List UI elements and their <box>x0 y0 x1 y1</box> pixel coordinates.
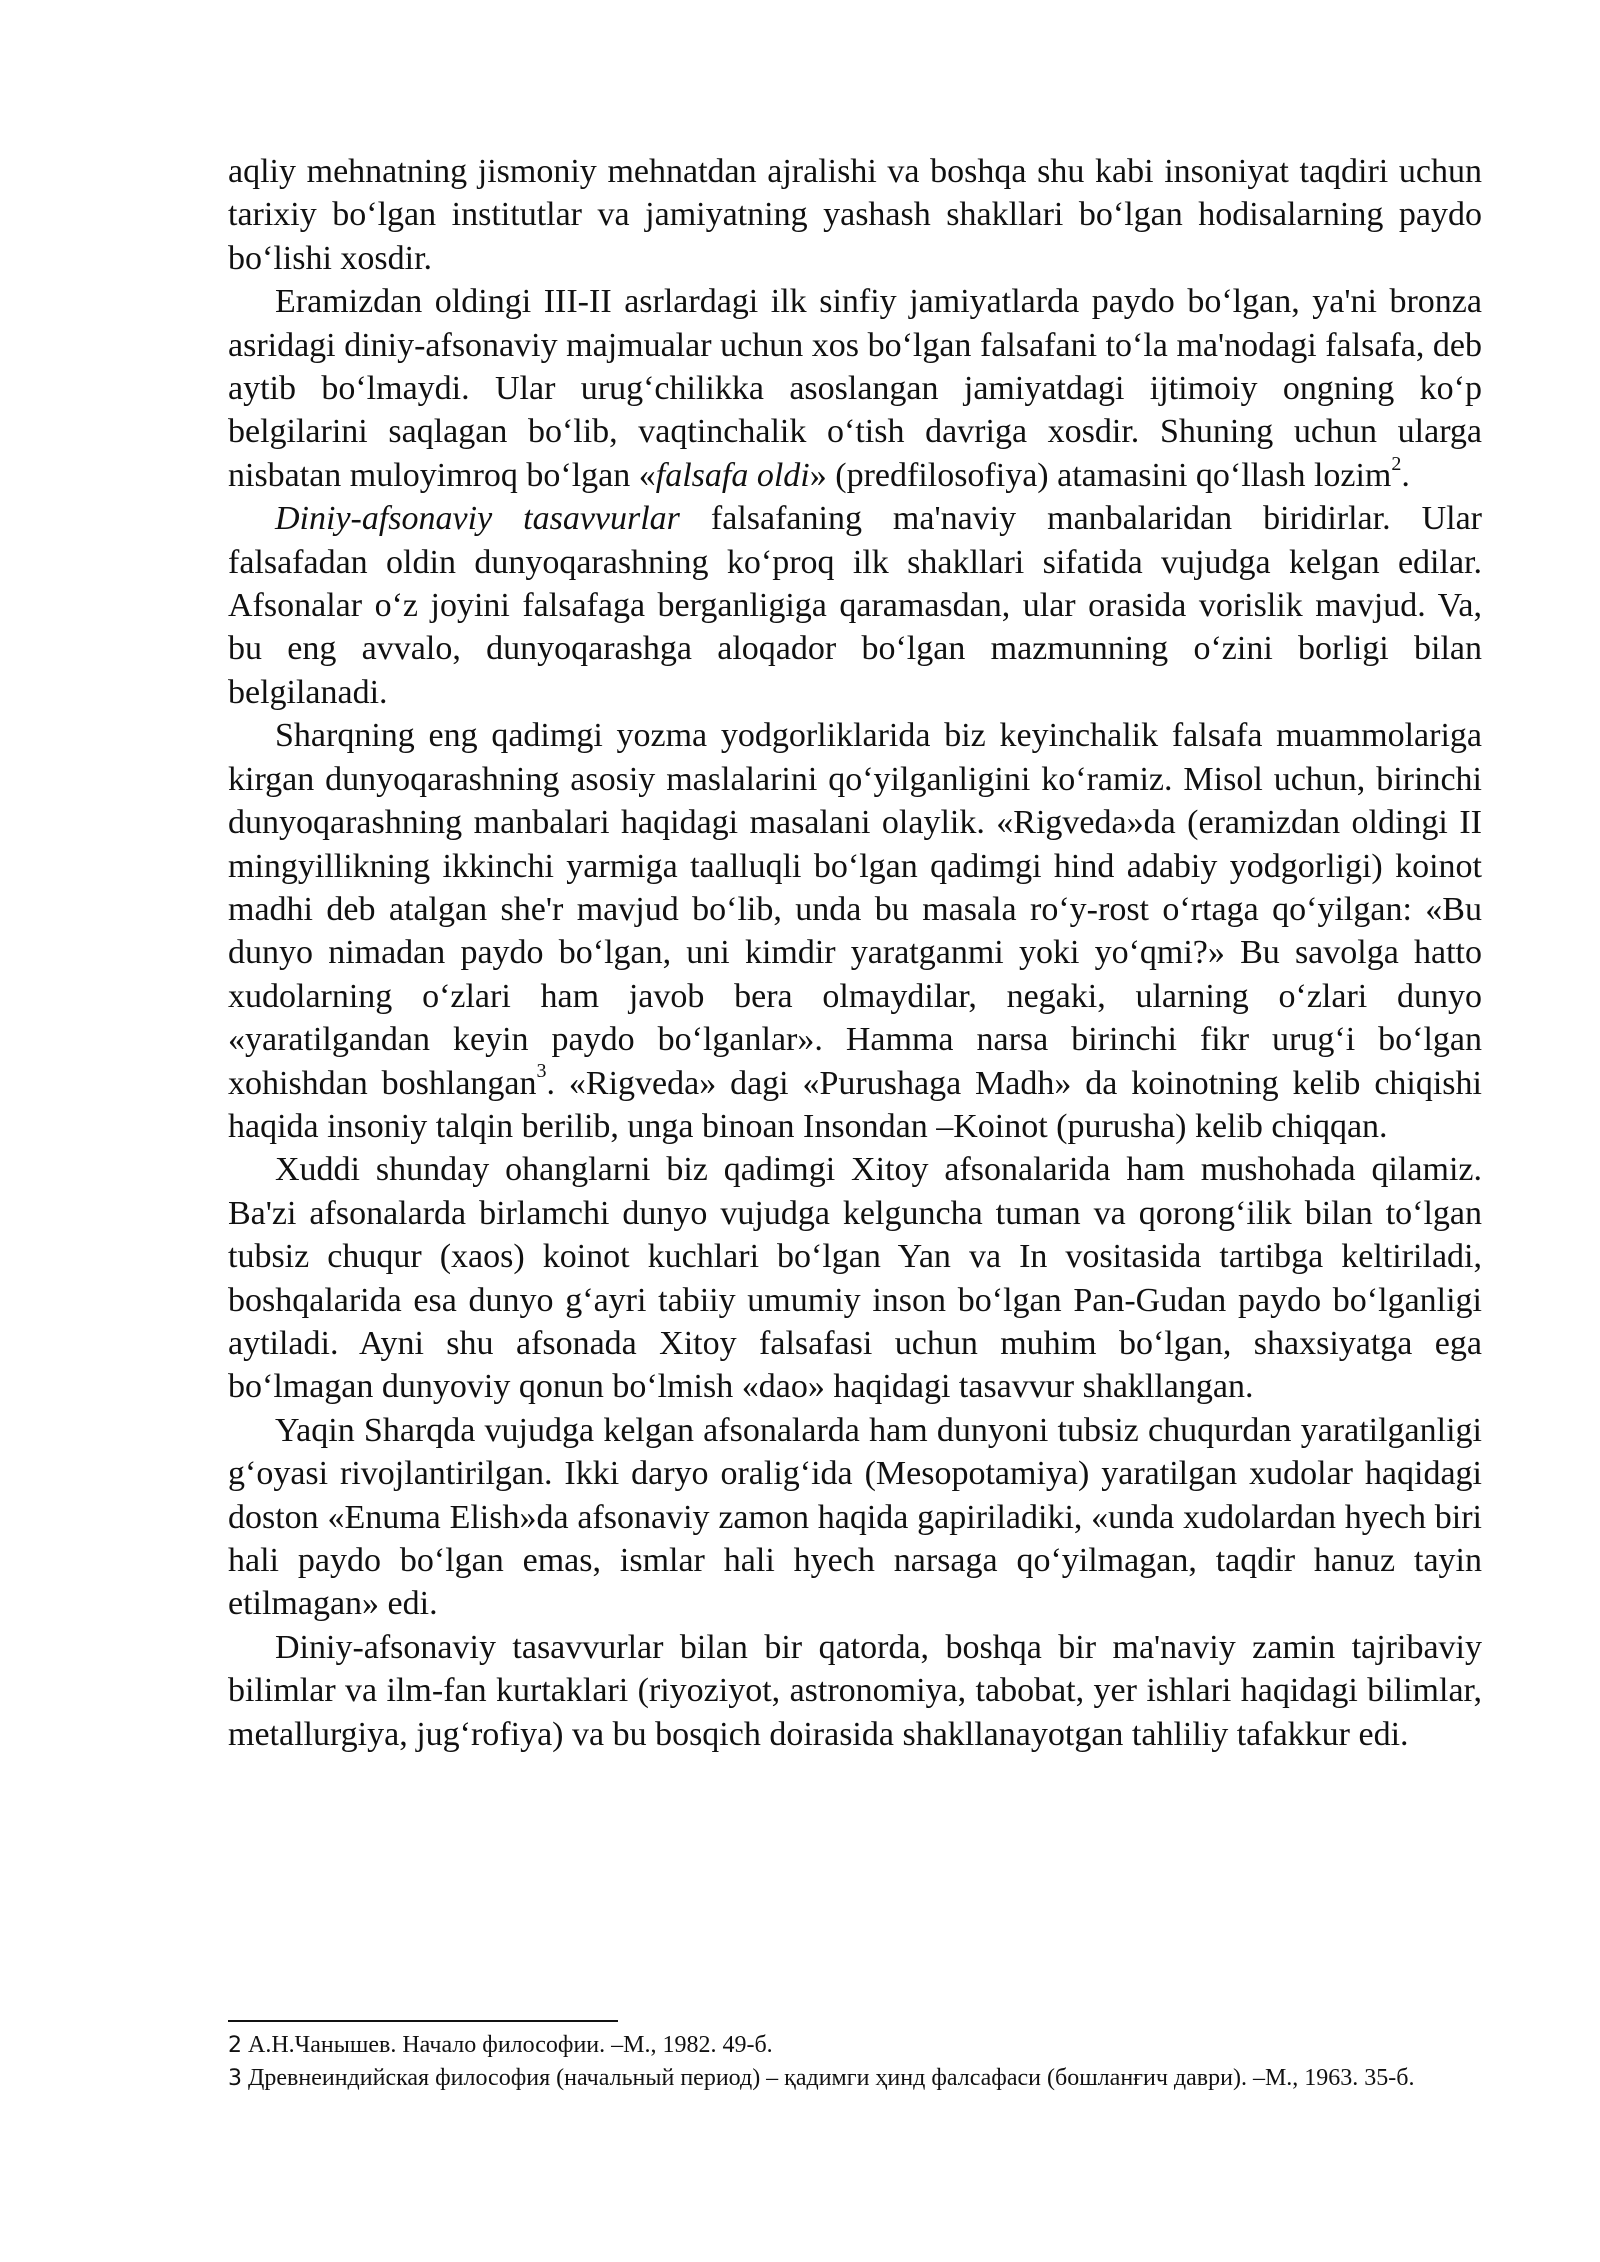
paragraph-3-italic-lead: Diniy-afsonaviy tasavvurlar <box>275 500 680 538</box>
footnote-ref-3[interactable]: 3 <box>536 1060 547 1083</box>
footnotes <box>228 2030 1482 2096</box>
paragraph-2 <box>228 280 1482 497</box>
paragraph-7 <box>228 1626 1482 1756</box>
footnote-3-number: 3 <box>228 2066 242 2091</box>
footnote-2 <box>228 2030 1482 2061</box>
paragraph-3-text: falsafaning ma'naviy manbalaridan biridirlar. Ular falsafadan oldin dunyoqarashning ko‘proq ilk shakllari sifatida vujudga kelgan edilar. Afsonalar o‘z joyini falsafaga berganligiga qaramasdan, ular orasida vorislik mavjud. Va, bu eng avvalo, dunyoqarashga aloqador bo‘lgan mazmunning o‘zini borligi bilan belgilanadi. <box>228 500 1482 711</box>
footnote-3-text: Древнеиндийская философия (начальный период) – қадимги ҳинд фалсафаси (бошланғич даври). –М., 1963. 35-б. <box>242 2065 1415 2091</box>
paragraph-2-text-a: Eramizdan oldingi III-II asrlardagi ilk sinfiy jamiyatlarda paydo bo‘lgan, ya'ni bronza asridagi diniy-afsonaviy majmualar uchun xos bo‘lgan falsafani to‘la ma'nodagi falsafa, deb aytib bo‘lmaydi. Ular urug‘chilikka asoslangan jamiyatdagi ijtimoiy ongning ko‘p belgilarini saqlagan bo‘lib, vaqtinchalik o‘tish davriga xosdir. Shuning uchun ularga nisbatan muloyimroq bo‘lgan « <box>228 283 1482 494</box>
paragraph-4-text-b: . «Rigveda» dagi «Purushaga Madh» da koinotning kelib chiqishi haqida insoniy talqin berilib, unga binoan Insondan –Koinot (purusha) kelib chiqqan. <box>228 1064 1482 1145</box>
paragraph-5 <box>228 1148 1482 1408</box>
paragraph-4-text-a: Sharqning eng qadimgi yozma yodgorliklarida biz keyinchalik falsafa muammolariga kirgan dunyoqarashning asosiy maslalarini qo‘yilganligini ko‘ramiz. Misol uchun, birinchi dunyoqarashning manbalari haqidagi masalani olaylik. «Rigveda»da (eramizdan oldingi II mingyillikning ikkinchi yarmiga taalluqli bo‘lgan qadimgi hind adabiy yodgorligi) koinot madhi deb atalgan she'r mavjud bo‘lib, unda bu masala ro‘y-rost o‘rtaga qo‘yilgan: «Bu dunyo nimadan paydo bo‘lgan, uni kimdir yaratganmi yoki yo‘qmi?» Bu savolga hatto xudolarning o‘zlari ham javob bera olmaydilar, negaki, ularning o‘zlari dunyo «yaratilgandan keyin paydo bo‘lganlar». Hamma narsa birinchi fikr urug‘i bo‘lgan xohishdan boshlangan <box>228 717 1482 1102</box>
paragraph-6-text: Yaqin Sharqda vujudga kelgan afsonalarda ham dunyoni tubsiz chuqurdan yaratilganligi g‘oyasi rivojlantirilgan. Ikki daryo oralig‘ida (Mesopotamiya) yaratilgan xudolar haqidagi doston «Enuma Elish»da afsonaviy zamon haqida gapiriladiki, «unda xudolardan hyech biri hali paydo bo‘lgan emas, ismlar hali hyech narsaga qo‘yilmagan, taqdir hanuz tayin etilmagan» edi. <box>228 1411 1482 1623</box>
paragraph-4 <box>228 714 1482 1148</box>
footnote-2-text: А.Н.Чанышев. Начало философии. –М., 1982. 49-б. <box>242 2032 773 2058</box>
footnote-2-number: 2 <box>228 2033 242 2058</box>
paragraph-1-text: aqliy mehnatning jismoniy mehnatdan ajralishi va boshqa shu kabi insoniyat taqdiri uchun tarixiy bo‘lgan institutlar va jamiyatning yashash shakllari bo‘lgan hodisalarning paydo bo‘lishi xosdir. <box>228 153 1482 277</box>
paragraph-7-text: Diniy-afsonaviy tasavvurlar bilan bir qatorda, boshqa bir ma'naviy zamin tajribaviy bilimlar va ilm-fan kurtaklari (riyoziyot, astronomiya, tabobat, yer ishlari haqidagi bilimlar, metallurgiya, jug‘rofiya) va bu bosqich doirasida shakllanayotgan tahliliy tafakkur edi. <box>228 1628 1482 1753</box>
footnote-ref-2[interactable]: 2 <box>1391 452 1402 475</box>
paragraph-2-text-b: » (predfilosofiya) atamasini qo‘llash lozim <box>809 456 1392 494</box>
paragraph-6 <box>228 1409 1482 1626</box>
paragraph-1 <box>228 150 1482 280</box>
footnote-separator <box>228 2020 618 2022</box>
body-text <box>228 150 1482 1756</box>
paragraph-5-text: Xuddi shunday ohanglarni biz qadimgi Xitoy afsonalarida ham mushohada qilamiz. Ba'zi afsonalarda birlamchi dunyo vujudga kelguncha tuman va qorong‘ilik bilan to‘lgan tubsiz chuqur (xaos) koinot kuchlari bo‘lgan Yan va In vositasida tartibga keltiriladi, boshqalarida esa dunyo g‘ayri tabiiy umumiy inson bo‘lgan Pan-Gudan paydo bo‘lganligi aytiladi. Ayni shu afsonada Xitoy falsafasi uchun muhim bo‘lgan, shaxsiyatga ega bo‘lmagan dunyoviy qonun bo‘lmish «dao» haqidagi tasavvur shakllangan. <box>228 1151 1482 1406</box>
footnote-3 <box>228 2063 1482 2094</box>
paragraph-2-italic-term: falsafa oldi <box>655 456 810 494</box>
paragraph-3 <box>228 497 1482 714</box>
paragraph-2-text-end: . <box>1401 456 1410 494</box>
